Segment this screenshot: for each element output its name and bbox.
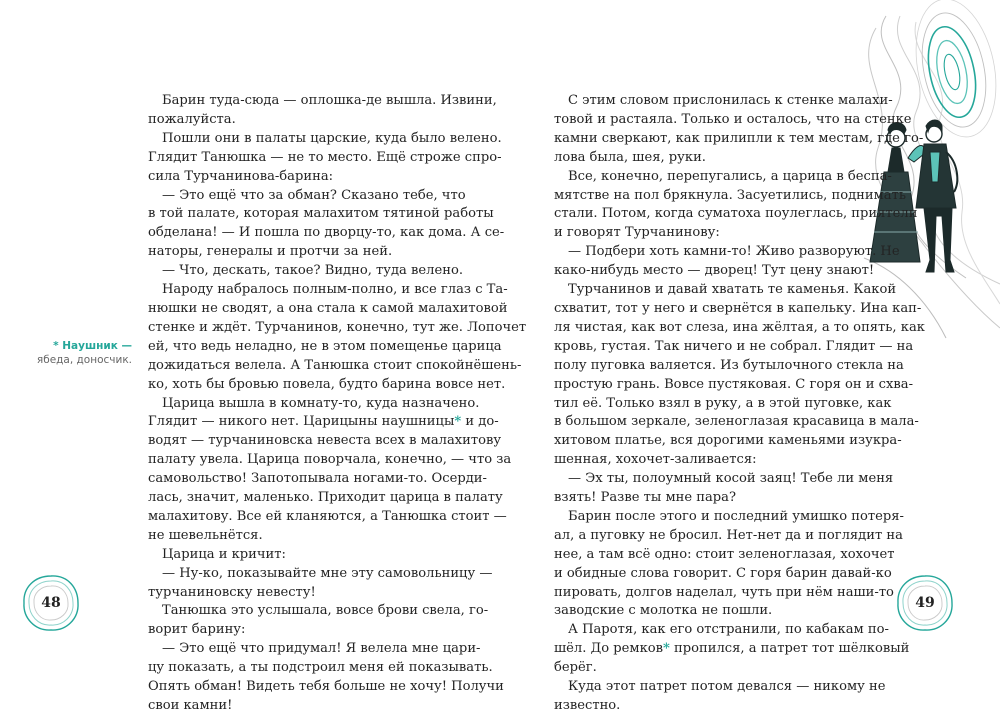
text-line-content: Глядит — никого нет. Царицыны наушницы	[148, 414, 455, 430]
text-line	[554, 376, 913, 395]
text-line	[148, 659, 493, 678]
text-line	[554, 130, 924, 149]
text-line	[148, 413, 499, 432]
text-line	[148, 432, 502, 451]
text-line-content: дожидаться велела. А Танюшка стоит спокойнёшень-	[148, 357, 522, 373]
text-line	[554, 678, 886, 697]
text-line	[148, 281, 508, 300]
text-line-content: полу пуговка валяется. Из бутылочного стекла на	[554, 357, 904, 373]
text-line-content: Турчанинов и давай хватать те каменья. Какой	[568, 282, 897, 298]
footnote-definition: ябеда, доносчик.	[36, 354, 132, 366]
text-line	[148, 376, 506, 395]
text-line-content: нее, а там всё одно: стоит зеленоглазая, хохочет	[554, 546, 895, 562]
text-line-content: Все, конечно, перепугались, а царица в беспа-	[568, 168, 892, 184]
text-line	[554, 697, 844, 716]
text-line	[148, 640, 481, 659]
text-line	[148, 621, 438, 640]
text-line-content: схватит, тот у него и свернётся в капельку. Ина кап-	[554, 300, 922, 316]
text-line-content: Барин туда-сюда — оплошка-де вышла. Извини,	[162, 93, 497, 108]
text-line	[148, 262, 463, 281]
text-line-content: Барин после этого и последний умишко потеря-	[568, 508, 904, 524]
text-line	[148, 300, 508, 319]
footnote	[20, 339, 132, 367]
text-line	[554, 262, 875, 281]
text-line	[148, 470, 487, 489]
text-line	[554, 659, 844, 678]
text-line-content: Глядит Танюшка — не то место. Ещё строже спро-	[148, 149, 502, 165]
text-line-content: цу показать, а ты подстроил меня ей показывать.	[148, 660, 493, 676]
text-line	[554, 470, 894, 489]
text-line-content: хитовом платье, вся дорогими каменьями изукра-	[554, 433, 902, 449]
text-line-content: известно.	[554, 698, 621, 713]
text-line-content: ей, что ведь неладно, не в этом помещенье царица	[148, 338, 502, 354]
text-line	[554, 602, 844, 621]
text-line	[148, 602, 489, 621]
text-line	[554, 149, 844, 168]
text-line-content: и обидные слова говорит. С горя барин давай-ко	[554, 565, 892, 581]
text-line-content: Царица вышла в комнату-то, куда назначено.	[162, 395, 480, 411]
text-line	[554, 640, 910, 659]
text-line-content: камни сверкают, как прилипли к тем местам, где го-	[554, 130, 924, 146]
text-line-content: самовольство! Запотопывала ногами-то. Осерди-	[148, 471, 487, 487]
text-line-content: Танюшка это услышала, вовсе брови свела, го-	[162, 603, 489, 619]
text-line	[554, 300, 922, 319]
text-line-continuation: пропился, а патрет тот шёлковый	[669, 641, 910, 657]
text-line-content: пировать, долгов наделал, чуть при нём наши-то	[554, 584, 894, 600]
text-line	[554, 565, 892, 584]
text-line-content: нюшки не сводят, а она стала к самой малахитовой	[148, 300, 508, 316]
text-line-content: свои камни!	[148, 698, 233, 713]
text-line	[148, 187, 466, 206]
text-line-content: Пошли они в палаты царские, куда было велено.	[162, 130, 502, 146]
text-line	[554, 451, 844, 470]
text-line	[554, 584, 894, 603]
text-line	[554, 527, 903, 546]
text-line-content: в той палате, которая малахитом тятиной работы	[148, 206, 494, 222]
text-line-content: палату увела. Царица поворчала, конечно, — что за	[148, 452, 512, 468]
page-number-49: 49	[915, 595, 935, 611]
text-line	[148, 527, 438, 546]
text-line-content: заводские с молотка не пошли.	[554, 603, 773, 619]
text-line-content: С этим словом прислонилась к стенке малахи-	[568, 93, 893, 108]
text-line	[148, 111, 438, 130]
text-line	[148, 678, 504, 697]
text-line	[554, 621, 889, 640]
text-line	[554, 508, 904, 527]
text-line	[148, 205, 494, 224]
text-line	[554, 338, 914, 357]
text-line-content: ал, а пуговку не бросил. Нет-нет да и поглядит на	[554, 527, 903, 543]
text-line	[148, 697, 438, 716]
text-line-continuation: и до-	[461, 414, 499, 430]
text-line-content: в большом зеркале, зеленоглазая красавица в мала-	[554, 414, 919, 430]
text-line	[554, 413, 919, 432]
text-line-content: стенке и ждёт. Турчанинов, конечно, тут же. Лопочет	[148, 319, 527, 335]
footnote-marker[interactable]: *	[454, 414, 462, 430]
footnote-term: * Наушник —	[53, 340, 132, 352]
text-line-content: лась, значит, маленько. Приходит царица в палату	[148, 490, 503, 506]
text-line-content: ля чистая, как вот слеза, ина жёлтая, а то опять, как	[554, 319, 925, 335]
page-number-48: 48	[41, 595, 61, 611]
text-line-content: простую грань. Вовсе пустяковая. С горя он и схва-	[554, 376, 913, 392]
text-line-content: стали. Потом, когда суматоха поулеглась, приятели	[554, 206, 918, 222]
text-line	[148, 489, 503, 508]
text-line	[554, 489, 844, 508]
text-line	[554, 187, 906, 206]
text-line-content: кровь, густая. Так ничего и не собрал. Глядит — на	[554, 338, 914, 354]
text-line-content: сила Турчанинова-барина:	[148, 168, 334, 184]
text-line-content: — Ну-ко, показывайте мне эту самовольницу —	[162, 565, 493, 581]
text-line	[554, 111, 912, 130]
text-line-content: Царица и кричит:	[162, 546, 286, 562]
text-line	[554, 319, 925, 338]
text-line	[148, 149, 502, 168]
text-line-content: Народу набралось полным-полно, и все глаз с Та-	[162, 282, 508, 298]
text-line	[148, 243, 438, 262]
text-line	[148, 546, 438, 565]
text-line	[554, 205, 918, 224]
text-line	[148, 92, 497, 111]
text-line-content: обделана! — И пошла по дворцу-то, как дома. А се-	[148, 225, 505, 241]
text-line	[554, 395, 892, 414]
text-line	[554, 168, 892, 187]
text-line-content: — Это ещё что придумал! Я велела мне цари-	[162, 641, 481, 657]
text-line-content: Опять обман! Видеть тебя больше не хочу! Получи	[148, 679, 504, 695]
text-line	[148, 508, 507, 527]
footnote-marker[interactable]: *	[663, 641, 670, 657]
text-line-content: — Что, дескать, такое? Видно, туда велено.	[162, 263, 463, 279]
page-number-left	[20, 572, 82, 634]
text-line-content: Куда этот патрет потом девался — никому не	[568, 679, 886, 695]
text-line-content: мятстве на пол брякнула. Засуетились, поднимать	[554, 187, 906, 203]
text-line-content: товой и растаяла. Только и осталось, что на стенке	[554, 111, 912, 127]
text-line-content: шёл. До ремков	[554, 641, 664, 657]
text-line-content: малахитову. Все ей кланяются, а Танюшка стоит —	[148, 508, 507, 524]
text-line	[554, 92, 893, 111]
text-line	[554, 224, 844, 243]
text-line	[554, 243, 900, 262]
text-line	[554, 546, 895, 565]
text-line-content: — Это ещё что за обман? Сказано тебе, что	[162, 187, 466, 203]
text-line	[148, 451, 512, 470]
text-line	[148, 224, 505, 243]
text-line-content: взять! Разве ты мне пара?	[554, 490, 737, 506]
text-line-content: како-нибудь место — дворец! Тут цену знают!	[554, 263, 875, 279]
text-line-content: ворит барину:	[148, 622, 246, 638]
text-line	[148, 565, 493, 584]
text-line-content: водят — турчаниновска невеста всех в малахитову	[148, 433, 502, 449]
text-line-content: — Подбери хоть камни-то! Живо разворуют. Не	[568, 244, 900, 260]
text-line-content: — Эх ты, полоумный косой заяц! Тебе ли меня	[568, 471, 894, 487]
page-48-text	[148, 92, 527, 716]
text-line-content: лова была, шея, руки.	[554, 149, 706, 165]
page-number-right	[894, 572, 956, 634]
text-line-content: шенная, хохочет-заливается:	[554, 452, 757, 468]
text-line-content: не шевельнётся.	[148, 527, 263, 543]
text-line-content: ко, хоть бы бровью повела, будто барина вовсе нет.	[148, 376, 506, 392]
text-line-content: наторы, генералы и протчи за ней.	[148, 244, 393, 260]
text-line	[554, 281, 897, 300]
text-line	[148, 319, 527, 338]
text-line	[148, 357, 522, 376]
text-line	[554, 432, 902, 451]
text-line	[554, 357, 904, 376]
text-line-content: турчаниновску невесту!	[148, 584, 316, 600]
text-line-content: А Паротя, как его отстранили, по кабакам по-	[568, 622, 889, 638]
text-line	[148, 168, 438, 187]
text-line	[148, 338, 502, 357]
text-line-content: пожалуйста.	[148, 111, 236, 127]
text-line	[148, 130, 502, 149]
text-line	[148, 395, 480, 414]
text-line	[148, 584, 438, 603]
text-line-content: тил её. Только взял в руку, а в этой пуговке, как	[554, 395, 892, 411]
text-line-content: берёг.	[554, 660, 597, 676]
text-line-content: и говорят Турчанинову:	[554, 225, 720, 241]
